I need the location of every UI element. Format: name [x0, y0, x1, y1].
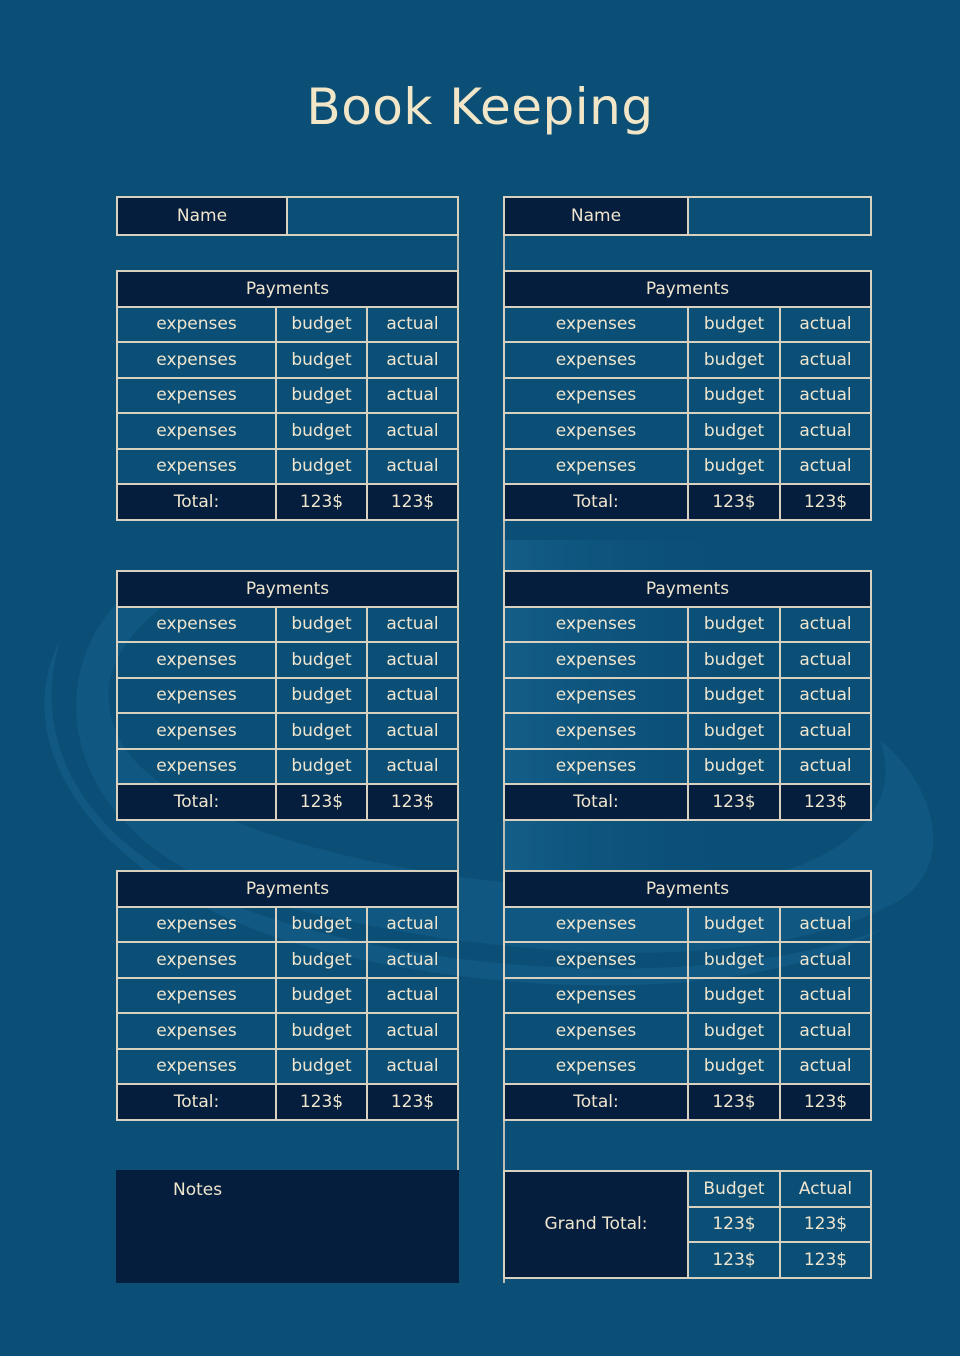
- table-row: [504, 978, 871, 1014]
- actual-cell[interactable]: actual: [780, 642, 871, 678]
- total-expense-cell: Total:: [504, 1084, 688, 1120]
- payments-header: Payments: [504, 871, 871, 907]
- budget-cell[interactable]: budget: [276, 342, 367, 378]
- actual-cell[interactable]: actual: [367, 342, 458, 378]
- expense-cell[interactable]: expenses: [117, 607, 276, 643]
- notes-label: Notes: [173, 1180, 223, 1200]
- total-row: [504, 784, 871, 820]
- budget-cell[interactable]: budget: [276, 713, 367, 749]
- expense-cell[interactable]: expenses: [117, 342, 276, 378]
- total-row: [504, 1084, 871, 1120]
- expense-cell[interactable]: expenses: [117, 307, 276, 343]
- actual-cell[interactable]: actual: [367, 449, 458, 485]
- payments-header: Payments: [504, 571, 871, 607]
- budget-cell[interactable]: budget: [688, 1049, 780, 1085]
- total-actual-cell: 123$: [367, 1084, 458, 1120]
- total-row: [117, 784, 458, 820]
- budget-cell[interactable]: budget: [688, 413, 780, 449]
- payments-table-right-1: [503, 270, 872, 521]
- total-budget-cell: 123$: [276, 484, 367, 520]
- expense-cell[interactable]: expenses: [504, 907, 688, 943]
- expense-cell[interactable]: expenses: [504, 642, 688, 678]
- actual-cell[interactable]: actual: [780, 607, 871, 643]
- grand-total-table: [503, 1170, 872, 1279]
- expense-cell[interactable]: expenses: [117, 449, 276, 485]
- name-label: Name: [118, 198, 288, 234]
- total-actual-cell: 123$: [780, 784, 871, 820]
- expense-cell[interactable]: expenses: [117, 978, 276, 1014]
- actual-cell[interactable]: actual: [367, 607, 458, 643]
- expense-cell[interactable]: expenses: [117, 907, 276, 943]
- payments-table-left-2: [116, 570, 459, 821]
- table-row: [504, 1049, 871, 1085]
- actual-cell[interactable]: actual: [780, 1049, 871, 1085]
- notes-box[interactable]: [116, 1170, 459, 1283]
- actual-cell[interactable]: actual: [780, 378, 871, 414]
- total-row: [117, 1084, 458, 1120]
- budget-cell[interactable]: budget: [688, 907, 780, 943]
- budget-cell[interactable]: budget: [276, 1013, 367, 1049]
- table-row: [504, 413, 871, 449]
- budget-cell[interactable]: budget: [688, 449, 780, 485]
- expense-cell[interactable]: expenses: [504, 413, 688, 449]
- payments-header: Payments: [117, 271, 458, 307]
- table-row: [117, 678, 458, 714]
- expense-cell[interactable]: expenses: [504, 449, 688, 485]
- total-budget-cell: 123$: [688, 1084, 780, 1120]
- name-input-left[interactable]: [288, 198, 457, 234]
- actual-cell[interactable]: actual: [367, 978, 458, 1014]
- actual-cell[interactable]: actual: [780, 942, 871, 978]
- expense-cell[interactable]: expenses: [504, 749, 688, 785]
- budget-cell[interactable]: budget: [688, 378, 780, 414]
- table-row: [504, 749, 871, 785]
- grand-total-budget-value: 123$: [688, 1242, 780, 1278]
- table-row: [117, 642, 458, 678]
- table-row: [117, 978, 458, 1014]
- budget-cell[interactable]: budget: [276, 378, 367, 414]
- payments-table-left-1: [116, 270, 459, 521]
- expense-cell[interactable]: expenses: [117, 749, 276, 785]
- budget-cell[interactable]: budget: [688, 978, 780, 1014]
- table-row: [504, 1013, 871, 1049]
- actual-cell[interactable]: actual: [780, 978, 871, 1014]
- table-row: [504, 642, 871, 678]
- actual-cell[interactable]: actual: [367, 378, 458, 414]
- grand-total-budget-value: 123$: [688, 1207, 780, 1243]
- grand-total-actual-header: Actual: [780, 1171, 871, 1207]
- table-row: [504, 378, 871, 414]
- payments-header: Payments: [504, 271, 871, 307]
- expense-cell[interactable]: expenses: [504, 942, 688, 978]
- payments-table-right-3: [503, 870, 872, 1121]
- budget-cell[interactable]: budget: [276, 907, 367, 943]
- actual-cell[interactable]: actual: [780, 713, 871, 749]
- total-row: [117, 484, 458, 520]
- name-field-left: [116, 196, 459, 236]
- page-title: Book Keeping: [306, 78, 654, 136]
- actual-cell[interactable]: actual: [367, 1049, 458, 1085]
- total-actual-cell: 123$: [367, 784, 458, 820]
- actual-cell[interactable]: actual: [367, 642, 458, 678]
- table-row: [504, 907, 871, 943]
- table-row: [117, 378, 458, 414]
- total-expense-cell: Total:: [117, 484, 276, 520]
- table-row: [117, 342, 458, 378]
- table-row: [117, 942, 458, 978]
- table-row: [117, 413, 458, 449]
- budget-cell[interactable]: budget: [688, 749, 780, 785]
- payments-header: Payments: [117, 871, 458, 907]
- actual-cell[interactable]: actual: [367, 907, 458, 943]
- budget-cell[interactable]: budget: [688, 678, 780, 714]
- name-field-right: [503, 196, 872, 236]
- table-row: [504, 607, 871, 643]
- table-row: [117, 907, 458, 943]
- expense-cell[interactable]: expenses: [117, 642, 276, 678]
- table-row: [117, 713, 458, 749]
- payments-header: Payments: [117, 571, 458, 607]
- expense-cell[interactable]: expenses: [504, 978, 688, 1014]
- budget-cell[interactable]: budget: [688, 713, 780, 749]
- actual-cell[interactable]: actual: [780, 449, 871, 485]
- grand-total-actual-value: 123$: [780, 1207, 871, 1243]
- budget-cell[interactable]: budget: [688, 642, 780, 678]
- expense-cell[interactable]: expenses: [504, 1013, 688, 1049]
- actual-cell[interactable]: actual: [367, 713, 458, 749]
- budget-cell[interactable]: budget: [276, 449, 367, 485]
- total-expense-cell: Total:: [117, 784, 276, 820]
- expense-cell[interactable]: expenses: [117, 378, 276, 414]
- grand-total-label: Grand Total:: [504, 1171, 688, 1278]
- table-row: [117, 1049, 458, 1085]
- table-row: [504, 678, 871, 714]
- expense-cell[interactable]: expenses: [504, 378, 688, 414]
- total-expense-cell: Total:: [504, 484, 688, 520]
- total-row: [504, 484, 871, 520]
- budget-cell[interactable]: budget: [688, 607, 780, 643]
- actual-cell[interactable]: actual: [780, 907, 871, 943]
- table-row: [504, 342, 871, 378]
- table-row: [117, 307, 458, 343]
- budget-cell[interactable]: budget: [276, 749, 367, 785]
- total-actual-cell: 123$: [367, 484, 458, 520]
- total-budget-cell: 123$: [276, 784, 367, 820]
- budget-cell[interactable]: budget: [276, 607, 367, 643]
- table-row: [504, 713, 871, 749]
- table-row: [117, 1013, 458, 1049]
- name-label: Name: [505, 198, 689, 234]
- table-row: [117, 607, 458, 643]
- total-budget-cell: 123$: [688, 784, 780, 820]
- actual-cell[interactable]: actual: [780, 749, 871, 785]
- table-row: [117, 449, 458, 485]
- expense-cell[interactable]: expenses: [504, 678, 688, 714]
- budget-cell[interactable]: budget: [276, 978, 367, 1014]
- budget-cell[interactable]: budget: [276, 307, 367, 343]
- expense-cell[interactable]: expenses: [504, 1049, 688, 1085]
- budget-cell[interactable]: budget: [688, 1013, 780, 1049]
- grand-total-budget-header: Budget: [688, 1171, 780, 1207]
- budget-cell[interactable]: budget: [688, 307, 780, 343]
- actual-cell[interactable]: actual: [367, 307, 458, 343]
- actual-cell[interactable]: actual: [367, 678, 458, 714]
- expense-cell[interactable]: expenses: [117, 713, 276, 749]
- actual-cell[interactable]: actual: [367, 942, 458, 978]
- actual-cell[interactable]: actual: [367, 1013, 458, 1049]
- expense-cell[interactable]: expenses: [117, 1049, 276, 1085]
- table-row: [504, 449, 871, 485]
- expense-cell[interactable]: expenses: [504, 342, 688, 378]
- name-input-right[interactable]: [689, 198, 870, 234]
- expense-cell[interactable]: expenses: [504, 607, 688, 643]
- expense-cell[interactable]: expenses: [117, 413, 276, 449]
- expense-cell[interactable]: expenses: [117, 678, 276, 714]
- expense-cell[interactable]: expenses: [504, 307, 688, 343]
- budget-cell[interactable]: budget: [688, 942, 780, 978]
- budget-cell[interactable]: budget: [688, 342, 780, 378]
- budget-cell[interactable]: budget: [276, 678, 367, 714]
- total-budget-cell: 123$: [276, 1084, 367, 1120]
- table-row: [117, 749, 458, 785]
- budget-cell[interactable]: budget: [276, 642, 367, 678]
- actual-cell[interactable]: actual: [367, 413, 458, 449]
- total-actual-cell: 123$: [780, 1084, 871, 1120]
- expense-cell[interactable]: expenses: [117, 942, 276, 978]
- actual-cell[interactable]: actual: [780, 413, 871, 449]
- total-expense-cell: Total:: [117, 1084, 276, 1120]
- total-budget-cell: 123$: [688, 484, 780, 520]
- expense-cell[interactable]: expenses: [117, 1013, 276, 1049]
- payments-table-right-2: [503, 570, 872, 821]
- actual-cell[interactable]: actual: [780, 1013, 871, 1049]
- grand-total-actual-value: 123$: [780, 1242, 871, 1278]
- expense-cell[interactable]: expenses: [504, 713, 688, 749]
- payments-table-left-3: [116, 870, 459, 1121]
- total-expense-cell: Total:: [504, 784, 688, 820]
- budget-cell[interactable]: budget: [276, 413, 367, 449]
- actual-cell[interactable]: actual: [780, 342, 871, 378]
- actual-cell[interactable]: actual: [780, 678, 871, 714]
- total-actual-cell: 123$: [780, 484, 871, 520]
- budget-cell[interactable]: budget: [276, 1049, 367, 1085]
- actual-cell[interactable]: actual: [780, 307, 871, 343]
- actual-cell[interactable]: actual: [367, 749, 458, 785]
- table-row: [504, 942, 871, 978]
- budget-cell[interactable]: budget: [276, 942, 367, 978]
- table-row: [504, 307, 871, 343]
